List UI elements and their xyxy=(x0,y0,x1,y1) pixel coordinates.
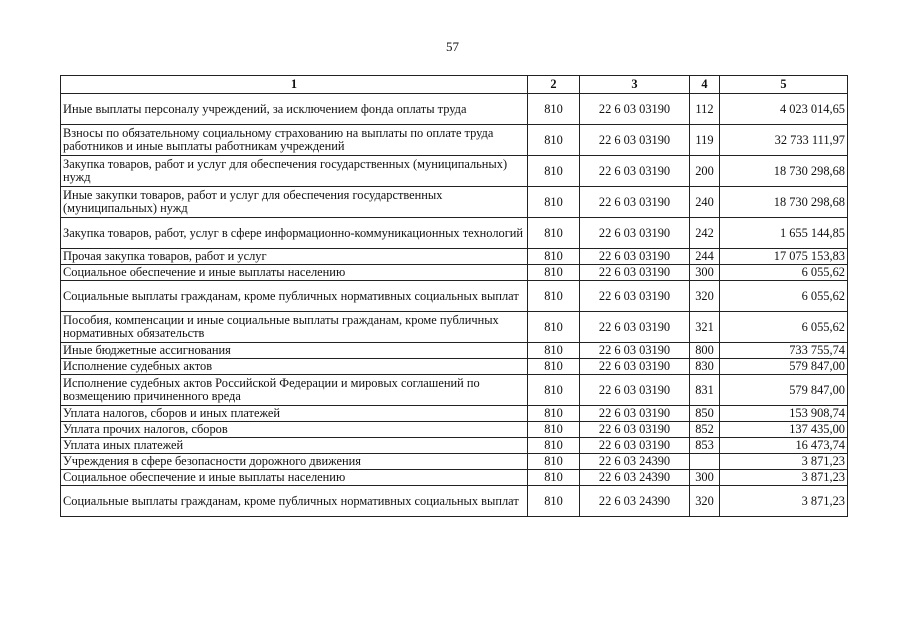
row-csr-code: 22 6 03 03190 xyxy=(580,125,690,156)
table-row xyxy=(61,486,848,517)
row-name: Прочая закупка товаров, работ и услуг xyxy=(61,249,528,265)
row-name: Учреждения в сфере безопасности дорожного движения xyxy=(61,454,528,470)
row-csr-code: 22 6 03 03190 xyxy=(580,187,690,218)
row-ved-code: 810 xyxy=(528,312,580,343)
row-ved-code: 810 xyxy=(528,486,580,517)
table-row xyxy=(61,265,848,281)
row-vr-code: 119 xyxy=(690,125,720,156)
row-sum: 137 435,00 xyxy=(720,422,848,438)
table-row xyxy=(61,359,848,375)
table-row xyxy=(61,312,848,343)
row-sum: 6 055,62 xyxy=(720,281,848,312)
row-sum: 579 847,00 xyxy=(720,375,848,406)
row-vr-code: 300 xyxy=(690,470,720,486)
row-ved-code: 810 xyxy=(528,470,580,486)
row-csr-code: 22 6 03 03190 xyxy=(580,406,690,422)
row-vr-code xyxy=(690,454,720,470)
row-csr-code: 22 6 03 03190 xyxy=(580,281,690,312)
row-sum: 3 871,23 xyxy=(720,470,848,486)
row-ved-code: 810 xyxy=(528,218,580,249)
row-ved-code: 810 xyxy=(528,265,580,281)
table-row xyxy=(61,218,848,249)
row-sum: 6 055,62 xyxy=(720,312,848,343)
table-row xyxy=(61,375,848,406)
row-csr-code: 22 6 03 03190 xyxy=(580,156,690,187)
row-vr-code: 852 xyxy=(690,422,720,438)
row-name: Социальное обеспечение и иные выплаты населению xyxy=(61,470,528,486)
row-sum: 6 055,62 xyxy=(720,265,848,281)
row-vr-code: 244 xyxy=(690,249,720,265)
row-name: Закупка товаров, работ, услуг в сфере информационно-коммуникационных технологий xyxy=(61,218,528,249)
row-vr-code: 831 xyxy=(690,375,720,406)
row-ved-code: 810 xyxy=(528,406,580,422)
table-row xyxy=(61,470,848,486)
table-row xyxy=(61,281,848,312)
row-ved-code: 810 xyxy=(528,454,580,470)
row-csr-code: 22 6 03 03190 xyxy=(580,422,690,438)
row-sum: 18 730 298,68 xyxy=(720,187,848,218)
row-sum: 153 908,74 xyxy=(720,406,848,422)
row-sum: 1 655 144,85 xyxy=(720,218,848,249)
row-name: Пособия, компенсации и иные социальные выплаты гражданам, кроме публичных нормативных обязательств xyxy=(61,312,528,343)
row-ved-code: 810 xyxy=(528,438,580,454)
row-sum: 579 847,00 xyxy=(720,359,848,375)
row-ved-code: 810 xyxy=(528,359,580,375)
row-sum: 3 871,23 xyxy=(720,454,848,470)
row-csr-code: 22 6 03 03190 xyxy=(580,359,690,375)
table-row xyxy=(61,454,848,470)
row-csr-code: 22 6 03 03190 xyxy=(580,312,690,343)
header-csr-column: 3 xyxy=(580,76,690,94)
table-row xyxy=(61,125,848,156)
row-name: Взносы по обязательному социальному страхованию на выплаты по оплате труда работников и иные выплаты работникам учреждений xyxy=(61,125,528,156)
row-ved-code: 810 xyxy=(528,343,580,359)
row-vr-code: 800 xyxy=(690,343,720,359)
row-sum: 17 075 153,83 xyxy=(720,249,848,265)
row-name: Социальные выплаты гражданам, кроме публичных нормативных социальных выплат xyxy=(61,281,528,312)
row-vr-code: 200 xyxy=(690,156,720,187)
row-vr-code: 830 xyxy=(690,359,720,375)
header-vr-column: 4 xyxy=(690,76,720,94)
row-name: Иные выплаты персоналу учреждений, за исключением фонда оплаты труда xyxy=(61,94,528,125)
row-sum: 3 871,23 xyxy=(720,486,848,517)
row-vr-code: 112 xyxy=(690,94,720,125)
row-ved-code: 810 xyxy=(528,249,580,265)
budget-table xyxy=(60,75,848,517)
row-ved-code: 810 xyxy=(528,125,580,156)
page-number: 57 xyxy=(446,39,459,54)
row-csr-code: 22 6 03 03190 xyxy=(580,218,690,249)
row-ved-code: 810 xyxy=(528,422,580,438)
row-sum: 18 730 298,68 xyxy=(720,156,848,187)
row-csr-code: 22 6 03 03190 xyxy=(580,375,690,406)
table-row xyxy=(61,94,848,125)
header-ved-column: 2 xyxy=(528,76,580,94)
table-row xyxy=(61,187,848,218)
row-vr-code: 320 xyxy=(690,281,720,312)
row-ved-code: 810 xyxy=(528,281,580,312)
row-name: Закупка товаров, работ и услуг для обеспечения государственных (муниципальных) нужд xyxy=(61,156,528,187)
row-sum: 32 733 111,97 xyxy=(720,125,848,156)
table-row xyxy=(61,438,848,454)
row-sum: 16 473,74 xyxy=(720,438,848,454)
row-name: Социальное обеспечение и иные выплаты населению xyxy=(61,265,528,281)
row-name: Иные закупки товаров, работ и услуг для обеспечения государственных (муниципальных) нужд xyxy=(61,187,528,218)
table-row xyxy=(61,249,848,265)
header-name-column: 1 xyxy=(61,76,528,94)
row-sum: 733 755,74 xyxy=(720,343,848,359)
row-vr-code: 853 xyxy=(690,438,720,454)
row-csr-code: 22 6 03 24390 xyxy=(580,486,690,517)
row-vr-code: 321 xyxy=(690,312,720,343)
table-row xyxy=(61,343,848,359)
table-row xyxy=(61,422,848,438)
row-ved-code: 810 xyxy=(528,187,580,218)
row-name: Социальные выплаты гражданам, кроме публичных нормативных социальных выплат xyxy=(61,486,528,517)
row-vr-code: 240 xyxy=(690,187,720,218)
row-vr-code: 320 xyxy=(690,486,720,517)
row-csr-code: 22 6 03 24390 xyxy=(580,454,690,470)
row-vr-code: 850 xyxy=(690,406,720,422)
row-vr-code: 242 xyxy=(690,218,720,249)
row-ved-code: 810 xyxy=(528,156,580,187)
row-name: Иные бюджетные ассигнования xyxy=(61,343,528,359)
row-sum: 4 023 014,65 xyxy=(720,94,848,125)
row-vr-code: 300 xyxy=(690,265,720,281)
row-name: Исполнение судебных актов Российской Федерации и мировых соглашений по возмещению причиненного вреда xyxy=(61,375,528,406)
row-name: Исполнение судебных актов xyxy=(61,359,528,375)
header-sum-column: 5 xyxy=(720,76,848,94)
row-csr-code: 22 6 03 03190 xyxy=(580,438,690,454)
row-csr-code: 22 6 03 03190 xyxy=(580,94,690,125)
table-row xyxy=(61,406,848,422)
row-name: Уплата иных платежей xyxy=(61,438,528,454)
row-name: Уплата прочих налогов, сборов xyxy=(61,422,528,438)
row-csr-code: 22 6 03 03190 xyxy=(580,343,690,359)
row-csr-code: 22 6 03 03190 xyxy=(580,249,690,265)
row-csr-code: 22 6 03 24390 xyxy=(580,470,690,486)
row-csr-code: 22 6 03 03190 xyxy=(580,265,690,281)
table-row xyxy=(61,156,848,187)
row-ved-code: 810 xyxy=(528,94,580,125)
row-ved-code: 810 xyxy=(528,375,580,406)
row-name: Уплата налогов, сборов и иных платежей xyxy=(61,406,528,422)
header-row xyxy=(61,76,848,94)
